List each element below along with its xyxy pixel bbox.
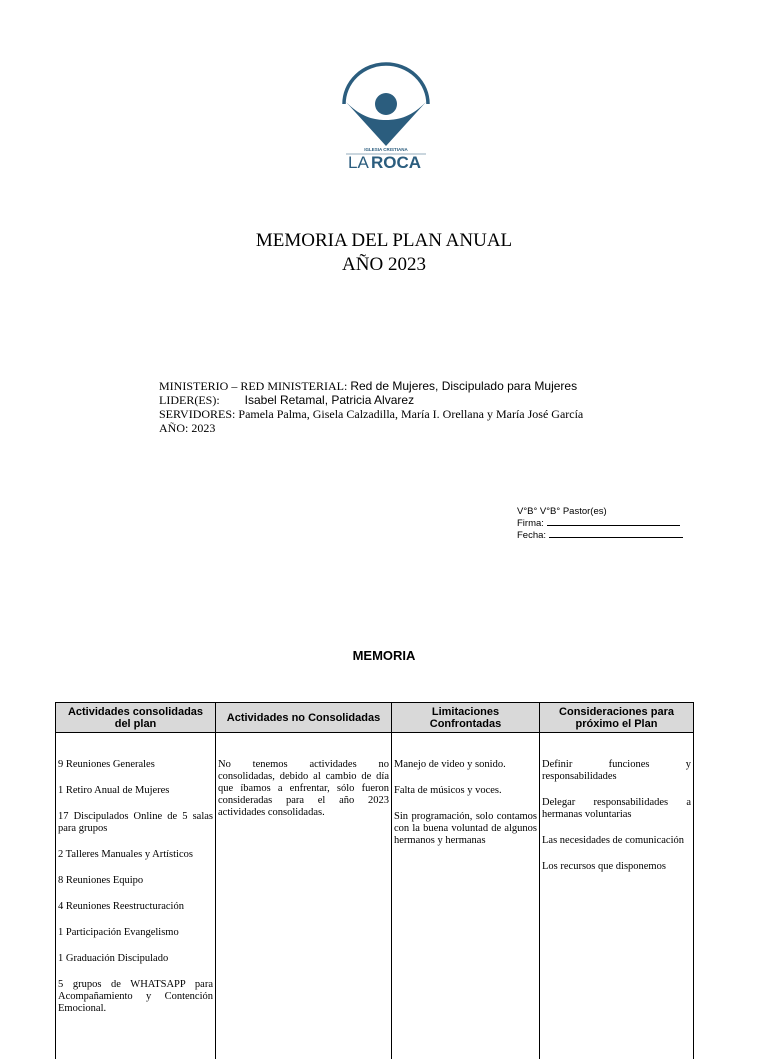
table-header-row <box>56 703 694 733</box>
brand-roca-text: ROCA <box>371 153 421 170</box>
header-consolidadas: Actividades consolidadas del plan <box>56 703 216 733</box>
cell-no-consolidadas <box>216 733 392 1059</box>
list-item: 5 grupos de WHATSAPP para Acompañamiento y Contención Emocional. <box>58 979 213 1015</box>
list-item: Los recursos que disponemos <box>542 861 691 873</box>
anio-label: AÑO: <box>159 421 188 435</box>
list-item: Sin programación, solo contamos con la buena voluntad de algunos hermanos y hermanas <box>394 811 537 847</box>
table-row <box>56 733 694 1059</box>
ministerio-label: MINISTERIO – RED MINISTERIAL: <box>159 379 347 393</box>
section-heading: MEMORIA <box>0 648 768 663</box>
fecha-label: Fecha: <box>517 530 546 541</box>
list-item: 2 Talleres Manuales y Artísticos <box>58 849 213 861</box>
fecha-row <box>517 529 683 541</box>
list-item: 1 Retiro Anual de Mujeres <box>58 785 213 797</box>
servidores-label: SERVIDORES: <box>159 407 235 421</box>
anio-row <box>159 421 583 435</box>
lider-row <box>159 393 583 407</box>
ministerio-row <box>159 379 583 393</box>
church-logo <box>336 62 436 170</box>
cell-limitaciones <box>392 733 540 1059</box>
list-item: Las necesidades de comunicación <box>542 835 691 847</box>
plan-table <box>55 702 694 1059</box>
header-limitaciones: Limitaciones Confrontadas <box>392 703 540 733</box>
list-item: Manejo de video y sonido. <box>394 759 537 771</box>
fecha-line[interactable] <box>549 529 683 538</box>
lider-label: LIDER(ES): <box>159 393 220 407</box>
document-year: AÑO 2023 <box>0 253 768 276</box>
document-title: MEMORIA DEL PLAN ANUAL <box>0 229 768 252</box>
list-item: 1 Graduación Discipulado <box>58 953 213 965</box>
list-item: 1 Participación Evangelismo <box>58 927 213 939</box>
servidores-value: Pamela Palma, Gisela Calzadilla, María I. Orellana y María José García <box>238 407 583 421</box>
ministerio-value: Red de Mujeres, Discipulado para Mujeres <box>350 379 577 393</box>
header-no-consolidadas: Actividades no Consolidadas <box>216 703 392 733</box>
list-item: No tenemos actividades no consolidadas, debido al cambio de día que íbamos a enfrentar, sólo fueron consideradas para el año 2023 actividades consolidadas. <box>218 759 389 819</box>
firma-row <box>517 517 683 529</box>
signature-block <box>517 506 683 541</box>
ministry-info <box>159 379 583 435</box>
lider-value: Isabel Retamal, Patricia Alvarez <box>245 393 414 407</box>
list-item: Delegar responsabilidades a hermanas voluntarias <box>542 797 691 821</box>
firma-line[interactable] <box>547 517 680 526</box>
list-item: 9 Reuniones Generales <box>58 759 213 771</box>
header-consideraciones: Consideraciones para próximo el Plan <box>540 703 694 733</box>
brand-la-text: LA <box>348 153 369 170</box>
list-item: Definir funciones y responsabilidades <box>542 759 691 783</box>
cell-consolidadas <box>56 733 216 1059</box>
vb-pastor-label: V°B° V°B° Pastor(es) <box>517 506 683 517</box>
firma-label: Firma: <box>517 518 544 529</box>
list-item: 17 Discipulados Online de 5 salas para grupos <box>58 811 213 835</box>
list-item: 8 Reuniones Equipo <box>58 875 213 887</box>
brand-small-text: IGLESIA CRISTIANA <box>364 147 408 152</box>
list-item: 4 Reuniones Reestructuración <box>58 901 213 913</box>
la-roca-logo-icon <box>336 62 436 170</box>
cell-consideraciones <box>540 733 694 1059</box>
anio-value: 2023 <box>191 421 215 435</box>
servidores-row <box>159 407 583 421</box>
list-item: Falta de músicos y voces. <box>394 785 537 797</box>
